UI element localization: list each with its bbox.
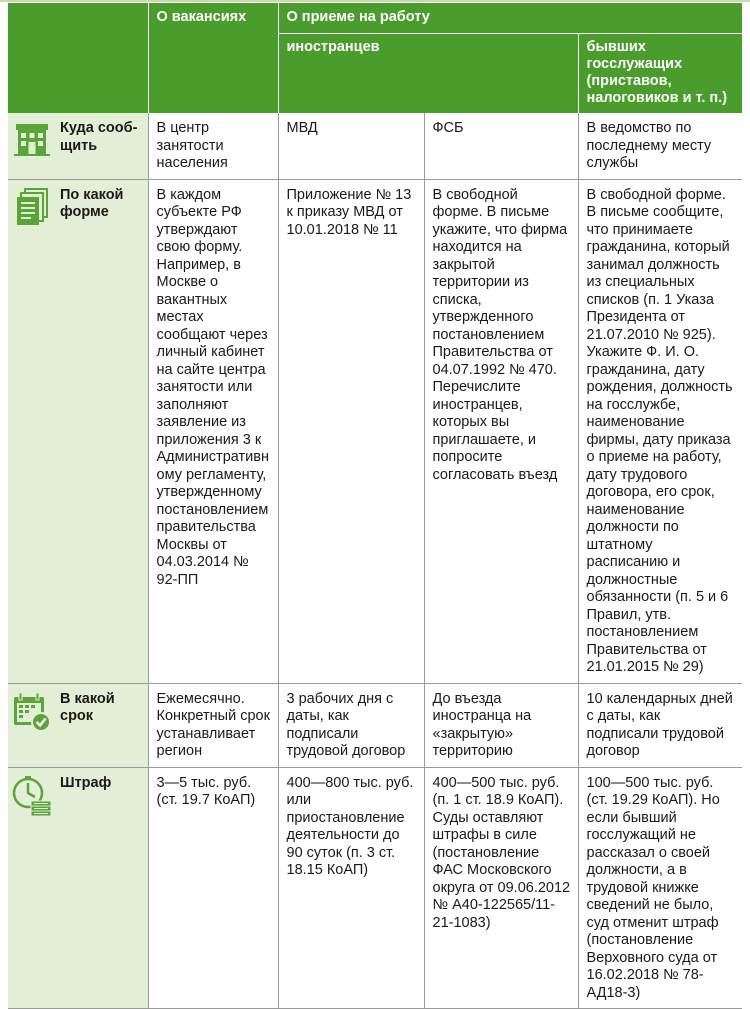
row-icon-cell	[8, 179, 56, 683]
cell-vacancies: В каждом субъекте РФ утверждают свою форму. Например, в Москве о вакантных местах сообщают через личный кабинет на сайте центра занятости или заполняют заявление из приложения 3 к Административному регламенту, утвержденному постановлением правительства Москвы от 04.03.2014 № 92-ПП	[148, 179, 278, 683]
cell-vacancies: В центр занятости населения	[148, 113, 278, 179]
cell-former: 10 календарных дней с даты, как подписали трудовой договор	[578, 683, 742, 767]
cell-vacancies: 3—5 тыс. руб. (ст. 19.7 КоАП)	[148, 767, 278, 1009]
cell-mvd: Приложение № 13 к приказу МВД от 10.01.2018 № 11	[278, 179, 424, 683]
row-label: Куда сооб-щить	[56, 113, 148, 179]
header-foreigners: иностранцев	[278, 34, 578, 114]
header-vacancies: О вакансиях	[148, 3, 278, 113]
header-former-officials: бывших госслужащих (приставов, налоговиков и т. п.)	[578, 34, 742, 114]
table-row	[8, 179, 742, 683]
header-blank	[8, 3, 148, 113]
row-icon-cell	[8, 683, 56, 767]
row-label: По какой форме	[56, 179, 148, 683]
cell-former: В ведомство по последнему месту службы	[578, 113, 742, 179]
cell-fsb: ФСБ	[424, 113, 578, 179]
row-icon-cell	[8, 767, 56, 1009]
row-icon-cell	[8, 113, 56, 179]
cell-mvd: МВД	[278, 113, 424, 179]
table-row	[8, 113, 742, 179]
building-icon	[13, 120, 51, 158]
cell-former: В свободной форме. В письме сообщите, что принимаете гражданина, который занимал должность из специальных списков (п. 1 Указа Президента от 21.07.2010 № 925). Укажите Ф. И. О. гражданина, дату рождения, должность на госслужбе, наименование фирмы, дату приказа о приеме на работу, дату трудового договора, его срок, наименование должности по штатному расписанию и должностные обязанности (п. 5 и 6 Правил, утв. постановлением Правительства от 21.01.2015 № 29)	[578, 179, 742, 683]
cell-fsb: До въезда иностранца на «закрытую» территорию	[424, 683, 578, 767]
table-row	[8, 767, 742, 1009]
row-label: Штраф	[56, 767, 148, 1009]
row-label: В какой срок	[56, 683, 148, 767]
cell-mvd: 3 рабочих дня с даты, как подписали трудовой договор	[278, 683, 424, 767]
top-rule	[0, 0, 750, 2]
header-hiring: О приеме на работу	[278, 3, 742, 34]
cell-former: 100—500 тыс. руб. (ст. 19.29 КоАП). Но если бывший госслужащий не рассказал о своей должности, а в трудовой книжке сведений не было, суд отменит штраф (постановление Верховного суда от 16.02.2018 № 78-АД18-3)	[578, 767, 742, 1009]
documents-icon	[13, 187, 51, 227]
cell-fsb: 400—500 тыс. руб. (п. 1 ст. 18.9 КоАП). Суды оставляют штрафы в силе (постановление ФАС Московского округа от 09.06.2012 № А40-122565/11-21-1083)	[424, 767, 578, 1009]
table-header	[8, 3, 742, 113]
cell-vacancies: Ежемесячно. Конкретный срок устанавливает регион	[148, 683, 278, 767]
cell-mvd: 400—800 тыс. руб. или приостановление деятельности до 90 суток (п. 3 ст. 18.15 КоАП)	[278, 767, 424, 1009]
calendar-check-icon	[12, 691, 52, 733]
table-row	[8, 683, 742, 767]
cell-fsb: В свободной форме. В письме укажите, что фирма находится на закрытой территории из списка, утвержденного постановлением Правительства от 04.07.1992 № 470. Перечислите иностранцев, которых вы приглашаете, и попросите согласовать въезд	[424, 179, 578, 683]
clock-money-icon	[11, 775, 53, 819]
comparison-table	[8, 3, 742, 1009]
